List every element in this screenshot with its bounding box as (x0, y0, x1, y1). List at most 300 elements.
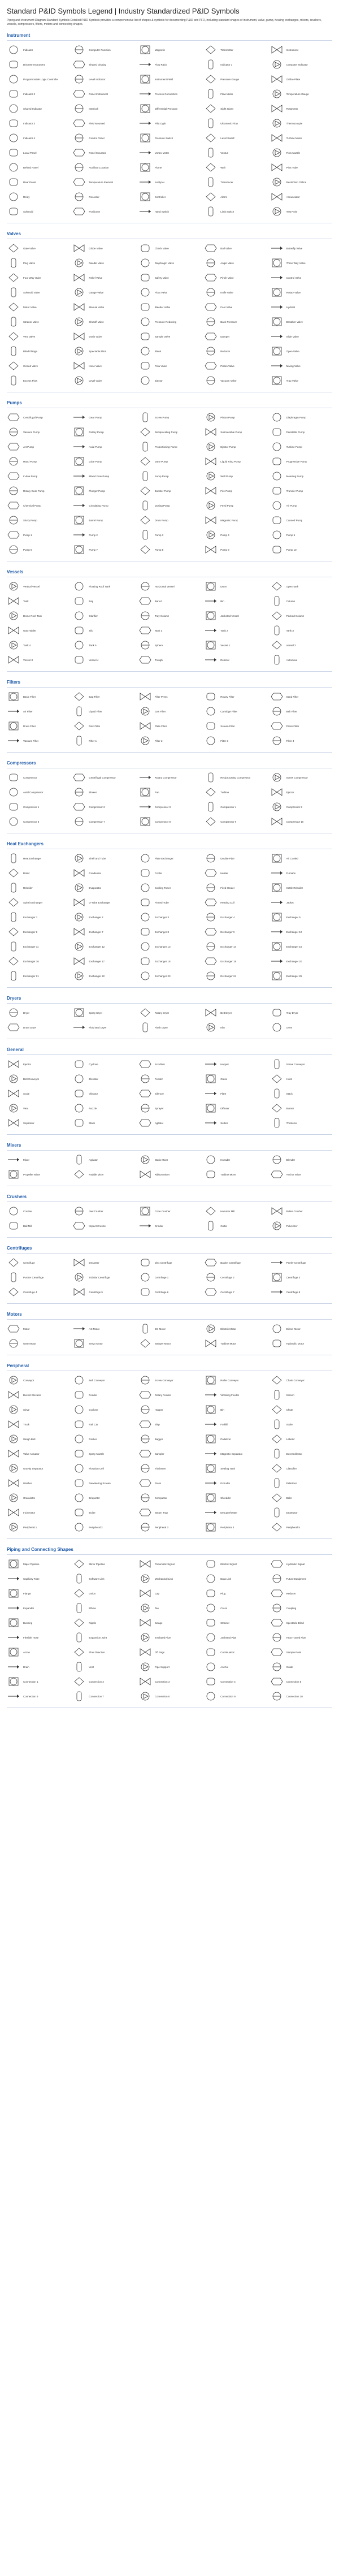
symbol-label: Four Way Valve (23, 276, 41, 279)
symbol-icon (72, 736, 86, 746)
symbol-label: Conveyor (23, 1378, 34, 1382)
symbol-icon (270, 412, 284, 422)
symbol-item (138, 816, 201, 827)
symbol-label: Pilot Light (154, 122, 166, 125)
symbol-label: Truck (23, 1423, 30, 1426)
symbol-item (7, 1257, 69, 1268)
symbol-item (7, 1463, 69, 1474)
symbol-icon (204, 581, 218, 591)
symbol-icon (270, 1338, 284, 1348)
symbol-icon (7, 1008, 20, 1018)
symbol-item (72, 1389, 134, 1401)
symbol-icon (138, 1559, 152, 1569)
symbol-label: Vacuum Valve (220, 379, 237, 382)
symbol-label: Granulator (23, 1496, 36, 1499)
symbol-icon (270, 772, 284, 783)
symbol-label: Chemical Pump (23, 504, 41, 507)
symbol-label: Press Filter (286, 724, 299, 728)
symbol-label: Indicator 1 (220, 63, 233, 66)
symbol-item (204, 625, 266, 636)
symbol-label: Drum Dryer (23, 1026, 37, 1029)
symbol-icon (270, 1493, 284, 1503)
symbol-label: Pusher Centrifuge (23, 1276, 44, 1279)
symbol-item (7, 882, 69, 893)
symbol-item (7, 1522, 69, 1533)
symbol-item (270, 816, 332, 827)
symbol-label: Roller Crusher (286, 1209, 303, 1213)
symbol-label: Rotary Feeder (154, 1393, 171, 1397)
section-title: Centrifuges (7, 1246, 32, 1251)
symbol-label: Breather Valve (286, 320, 303, 323)
symbol-icon (7, 1463, 20, 1473)
symbol-grid (7, 1003, 332, 1039)
symbol-icon (7, 1088, 20, 1099)
symbol-item (7, 639, 69, 651)
symbol-item (138, 1007, 201, 1018)
symbol-icon (204, 1618, 218, 1628)
symbol-label: Transducer (220, 180, 233, 184)
symbol-grid (7, 768, 332, 833)
symbol-label: Tray Dryer (286, 1011, 298, 1014)
symbol-item (204, 426, 266, 438)
symbol-item (138, 1058, 201, 1070)
symbol-grid (7, 1150, 332, 1186)
symbol-label: Venturi (220, 151, 229, 154)
symbol-item (72, 801, 134, 812)
symbol-label: Exchanger 12 (89, 945, 105, 948)
symbol-label: Mixing Valve (286, 364, 301, 368)
symbol-item (204, 470, 266, 482)
symbol-icon (204, 1059, 218, 1069)
symbol-label: Submersible Pump (220, 430, 242, 434)
symbol-label: Spray Dryer (89, 1011, 103, 1014)
symbol-icon (138, 456, 152, 466)
symbol-label: Diesel Motor (286, 1327, 301, 1330)
symbol-item (270, 162, 332, 173)
symbol-item (72, 720, 134, 732)
symbol-label: Arrow (23, 1650, 30, 1654)
symbol-icon (7, 625, 20, 636)
symbol-item (204, 412, 266, 423)
section-12 (7, 1312, 332, 1355)
symbol-label: Hand Switch (154, 210, 169, 213)
symbol-icon (72, 258, 86, 268)
symbol-label: Interlock (89, 107, 99, 110)
symbol-icon (72, 706, 86, 716)
symbol-label: Differential Pressure (154, 107, 178, 110)
symbol-icon (270, 897, 284, 907)
symbol-icon (204, 1434, 218, 1444)
symbol-icon (7, 89, 20, 99)
symbol-icon (270, 148, 284, 158)
symbol-label: Piston Valve (220, 364, 234, 368)
symbol-label: Orifice Plate (286, 77, 301, 81)
symbol-item (138, 485, 201, 496)
symbol-label: Baler (286, 1496, 293, 1499)
symbol-label: Cross (220, 1606, 227, 1610)
symbol-item (72, 625, 134, 636)
symbol-item (204, 1154, 266, 1165)
symbol-icon (7, 581, 20, 591)
symbol-icon (204, 162, 218, 172)
symbol-label: Coupling (286, 1606, 297, 1610)
section-title: Heat Exchangers (7, 841, 44, 846)
symbol-item (7, 691, 69, 702)
symbol-label: Jet Pump (23, 445, 34, 448)
symbol-icon (270, 192, 284, 202)
symbol-icon (7, 1103, 20, 1113)
symbol-icon (204, 706, 218, 716)
symbol-item (270, 500, 332, 511)
symbol-icon (204, 1463, 218, 1473)
symbol-item (7, 316, 69, 327)
symbol-icon (270, 1272, 284, 1282)
symbol-icon (72, 927, 86, 937)
symbol-item (72, 1632, 134, 1643)
symbol-label: Peripheral 4 (220, 1525, 234, 1529)
symbol-icon (204, 956, 218, 966)
symbol-item (7, 801, 69, 812)
symbol-label: Filter Press (154, 695, 168, 698)
symbol-label: Vibrating Feeder (220, 1393, 240, 1397)
symbol-icon (138, 331, 152, 342)
symbol-label: Centrifuge 8 (286, 1290, 301, 1294)
symbol-label: Sampler (154, 1452, 164, 1455)
symbol-icon (72, 1662, 86, 1672)
symbol-item (270, 1389, 332, 1401)
symbol-item (72, 1404, 134, 1415)
symbol-item (7, 1088, 69, 1099)
symbol-item (138, 1022, 201, 1033)
symbol-icon (270, 74, 284, 84)
symbol-label: Heat Traced Pipe (286, 1636, 306, 1639)
symbol-item (138, 301, 201, 313)
symbol-label: Cap (154, 1592, 160, 1595)
symbol-icon (72, 868, 86, 878)
symbol-item (138, 654, 201, 665)
symbol-label: Air Cooled (286, 857, 298, 860)
symbol-icon (72, 1691, 86, 1701)
symbol-label: Furnace (286, 871, 296, 875)
symbol-item (138, 1323, 201, 1334)
symbol-icon (7, 162, 20, 172)
symbol-item (138, 735, 201, 746)
symbol-label: Axial Compressor (23, 790, 44, 794)
symbol-icon (7, 1618, 20, 1628)
symbol-label: Ejector Pump (220, 445, 236, 448)
symbol-item (204, 287, 266, 298)
symbol-icon (270, 655, 284, 665)
symbol-item (204, 1404, 266, 1415)
symbol-item (138, 1169, 201, 1180)
symbol-item (7, 1073, 69, 1084)
symbol-label: Magnetic Separator (220, 1452, 243, 1455)
symbol-item (138, 1117, 201, 1129)
symbol-label: Gravity Separator (23, 1467, 44, 1470)
symbol-icon (138, 640, 152, 650)
symbol-item (270, 1154, 332, 1165)
symbol-item (72, 118, 134, 129)
symbol-icon (270, 868, 284, 878)
symbol-icon (204, 471, 218, 481)
symbol-label: Silencer (154, 1092, 164, 1095)
symbol-label: Finned Tube (154, 901, 169, 904)
symbol-label: Vent Valve (23, 335, 36, 338)
symbol-label: Compressor (23, 776, 37, 779)
symbol-label: Guide (286, 1665, 293, 1669)
symbol-item (138, 118, 201, 129)
symbol-label: Bushing (23, 1621, 33, 1624)
symbol-icon (204, 1103, 218, 1113)
symbol-label: Electric Signal (220, 1562, 237, 1566)
symbol-item (7, 1448, 69, 1459)
symbol-icon (72, 1008, 86, 1018)
symbol-item (7, 426, 69, 438)
symbol-item (204, 706, 266, 717)
symbol-item (138, 206, 201, 217)
symbol-icon (72, 897, 86, 907)
symbol-label: Tank 1 (154, 629, 163, 632)
symbol-label: Exchanger 3 (154, 915, 169, 919)
symbol-icon (204, 1375, 218, 1385)
symbol-icon (204, 1559, 218, 1569)
symbol-icon (204, 133, 218, 143)
symbol-icon (7, 640, 20, 650)
symbol-item (72, 1676, 134, 1687)
symbol-label: Pressure Gauge (220, 77, 239, 81)
symbol-label: Turbine Mixer (220, 1173, 236, 1176)
symbol-icon (270, 118, 284, 128)
symbol-item (270, 257, 332, 269)
symbol-icon (138, 515, 152, 525)
symbol-icon (270, 515, 284, 525)
symbol-item (138, 1463, 201, 1474)
symbol-item (72, 706, 134, 717)
symbol-icon (270, 1074, 284, 1084)
symbol-label: Reducer (220, 349, 231, 353)
symbol-item (204, 970, 266, 982)
symbol-label: Compressor 1 (23, 805, 40, 809)
symbol-icon (72, 1559, 86, 1569)
symbol-icon (270, 177, 284, 187)
symbol-label: Reducer (286, 1592, 296, 1595)
symbol-icon (204, 515, 218, 525)
symbol-item (138, 1338, 201, 1349)
symbol-icon (204, 1074, 218, 1084)
symbol-label: Chain Conveyor (286, 1378, 305, 1382)
symbol-label: Exchanger 4 (220, 915, 235, 919)
symbol-icon (270, 802, 284, 812)
symbol-icon (138, 375, 152, 386)
symbol-label: Damper (220, 335, 230, 338)
symbol-icon (72, 471, 86, 481)
symbol-icon (204, 1493, 218, 1503)
symbol-label: Solenoid Valve (23, 291, 40, 294)
symbol-item (7, 345, 69, 357)
symbol-icon (7, 956, 20, 966)
symbol-label: Union (89, 1592, 96, 1595)
symbol-item (138, 786, 201, 798)
symbol-label: Connection 9 (220, 1695, 236, 1698)
symbol-item (138, 911, 201, 923)
symbol-label: Exchanger 21 (23, 974, 39, 978)
symbol-item (204, 956, 266, 967)
symbol-label: Electric Motor (220, 1327, 236, 1330)
symbol-icon (7, 736, 20, 746)
symbol-label: Flow Direction (89, 1650, 105, 1654)
symbol-item (72, 456, 134, 467)
symbol-item (204, 853, 266, 864)
symbol-icon (204, 1662, 218, 1672)
symbol-item (270, 772, 332, 783)
symbol-item (72, 867, 134, 879)
symbol-item (204, 1007, 266, 1018)
symbol-label: Canned Pump (286, 518, 303, 522)
symbol-label: Belt Conveyor (89, 1378, 105, 1382)
symbol-icon (7, 331, 20, 342)
symbol-icon (204, 802, 218, 812)
symbol-label: Nozzle (89, 1107, 97, 1110)
symbol-icon (270, 611, 284, 621)
symbol-label: Tank 2 (220, 629, 228, 632)
symbol-item (270, 735, 332, 746)
symbol-label: Diaphragm Pump (286, 416, 306, 419)
symbol-label: Flotation Cell (89, 1467, 104, 1470)
symbol-item (204, 331, 266, 342)
symbol-item (204, 1676, 266, 1687)
symbol-label: Autoclave (286, 658, 298, 662)
symbol-icon (138, 1088, 152, 1099)
symbol-item (138, 162, 201, 173)
symbol-label: Basket Centrifuge (220, 1261, 241, 1264)
symbol-item (72, 272, 134, 283)
symbol-icon (270, 375, 284, 386)
symbol-label: Screw Compressor (286, 776, 308, 779)
symbol-icon (270, 1324, 284, 1334)
symbol-label: Bucket Elevator (23, 1393, 41, 1397)
symbol-item (270, 287, 332, 298)
symbol-item (138, 59, 201, 70)
symbol-label: Mixer (23, 1158, 29, 1161)
symbol-icon (204, 1478, 218, 1488)
section-0 (7, 33, 332, 223)
symbol-label: Controller (154, 195, 166, 198)
symbol-label: Transfer Pump (286, 489, 303, 492)
symbol-label: Blender (286, 1158, 295, 1161)
symbol-item (270, 581, 332, 592)
symbol-label: Ball Mill (23, 1224, 32, 1228)
symbol-label: Shared Display (89, 63, 106, 66)
symbol-label: Hoist (286, 1077, 292, 1080)
symbol-item (204, 1507, 266, 1518)
symbol-label: Vacuum Pump (23, 430, 40, 434)
symbol-label: Stepper Motor (154, 1342, 171, 1345)
symbol-icon (72, 192, 86, 202)
symbol-label: Centrifuge 5 (89, 1290, 103, 1294)
symbol-icon (138, 956, 152, 966)
symbol-label: Strainer Valve (23, 320, 39, 323)
symbol-icon (270, 1206, 284, 1216)
symbol-icon (204, 1088, 218, 1099)
symbol-label: Compressor 4 (220, 805, 237, 809)
symbol-label: Expansion Joint (89, 1636, 107, 1639)
symbol-icon (138, 1257, 152, 1268)
symbol-icon (204, 544, 218, 555)
symbol-icon (72, 412, 86, 422)
symbol-icon (7, 1632, 20, 1643)
symbol-label: Forklift (220, 1423, 228, 1426)
symbol-icon (270, 243, 284, 253)
symbol-label: Peripheral 2 (89, 1525, 103, 1529)
symbol-label: Clarifier (89, 614, 98, 617)
symbol-icon (270, 1618, 284, 1628)
symbol-label: Exchanger 20 (286, 959, 302, 963)
symbol-item (7, 162, 69, 173)
symbol-label: Anchor (220, 1665, 229, 1669)
symbol-label: Hydraulic Signal (286, 1562, 305, 1566)
symbol-icon (270, 1375, 284, 1385)
symbol-icon (7, 1588, 20, 1598)
symbol-label: Static Mixer (154, 1158, 168, 1161)
symbol-label: Screw Pump (154, 416, 169, 419)
symbol-item (7, 287, 69, 298)
symbol-item (204, 1522, 266, 1533)
symbol-item (7, 441, 69, 452)
symbol-icon (7, 346, 20, 356)
symbol-label: Elbow (89, 1606, 96, 1610)
symbol-item (72, 1558, 134, 1570)
symbol-item (204, 176, 266, 188)
symbol-item (270, 1691, 332, 1702)
symbol-icon (204, 1603, 218, 1613)
symbol-item (7, 1661, 69, 1672)
symbol-label: Test Point (286, 210, 298, 213)
symbol-item (138, 1602, 201, 1614)
symbol-icon (72, 816, 86, 827)
symbol-item (204, 801, 266, 812)
symbol-item (72, 786, 134, 798)
symbol-item (270, 882, 332, 893)
symbol-icon (270, 1676, 284, 1687)
symbol-item (138, 74, 201, 85)
symbol-item (270, 801, 332, 812)
symbol-item (72, 103, 134, 114)
symbol-item (270, 1433, 332, 1445)
symbol-label: Pump 9 (220, 548, 229, 551)
symbol-label: Roller Conveyor (220, 1378, 239, 1382)
symbol-icon (72, 427, 86, 437)
symbol-icon (138, 1059, 152, 1069)
symbol-item (204, 1661, 266, 1672)
symbol-item (138, 456, 201, 467)
symbol-label: Screen Filter (220, 724, 235, 728)
symbol-label: Press (154, 1481, 162, 1485)
symbol-label: Diffuser (220, 1107, 229, 1110)
symbol-icon (7, 317, 20, 327)
symbol-label: Pump 10 (286, 548, 297, 551)
symbol-label: Mixed Flow Pump (89, 474, 110, 478)
symbol-item (270, 867, 332, 879)
symbol-item (270, 720, 332, 732)
symbol-label: Vane Pump (154, 460, 168, 463)
symbol-label: Reboiler (23, 886, 33, 889)
symbol-item (7, 1507, 69, 1518)
symbol-icon (270, 596, 284, 606)
symbol-label: Centrifuge 7 (220, 1290, 234, 1294)
symbol-item (204, 1058, 266, 1070)
symbol-icon (138, 611, 152, 621)
symbol-item (138, 610, 201, 621)
